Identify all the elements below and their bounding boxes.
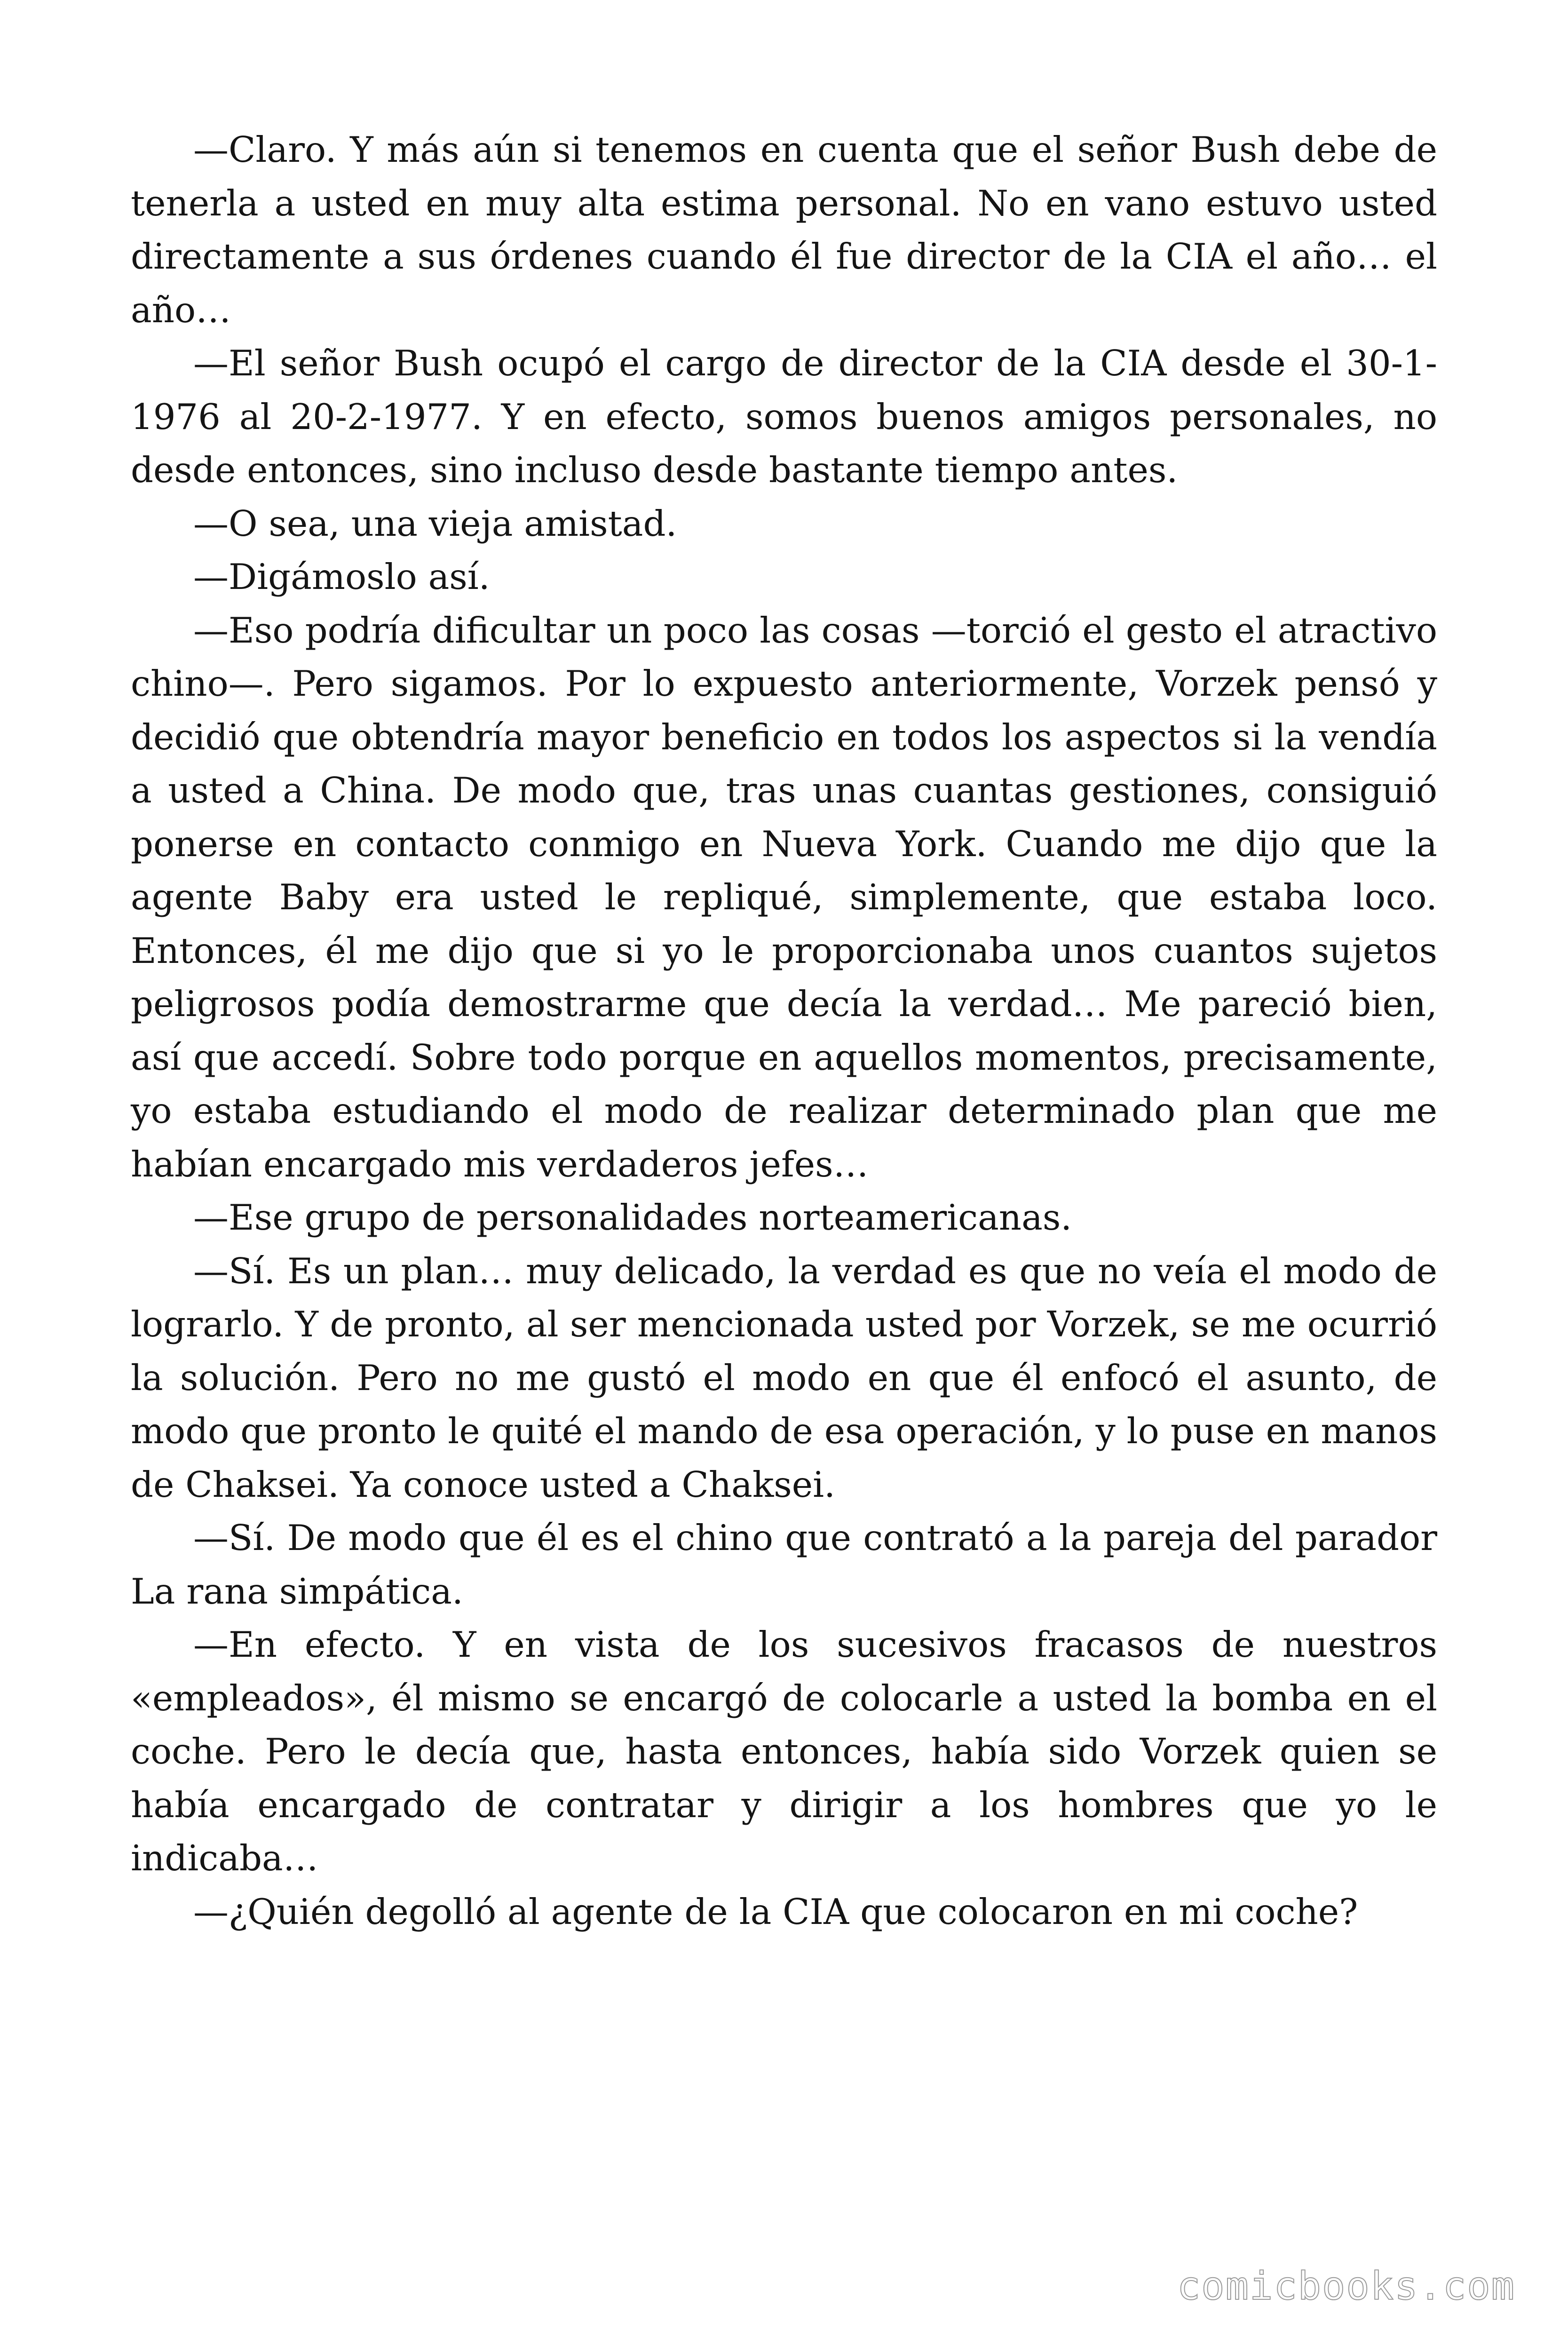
paragraph: —Digámoslo así.: [193, 556, 490, 597]
paragraph: —Claro. Y más aún si tenemos en cuenta que el señor Bush debe de tenerla a usted en muy alta estima personal. No en vano estuvo usted directamente a sus órdenes cuando él fue director de la CIA el año… el año…: [131, 129, 1437, 331]
paragraph: —¿Quién degolló al agente de la CIA que colocaron en mi coche?: [193, 1891, 1358, 1932]
paragraph: —En efecto. Y en vista de los sucesivos fracasos de nuestros «empleados», él mismo se encargó de colocarle a usted la bomba en el coche. Pero le decía que, hasta entonces, había sido Vorzek quien se había encargado de contratar y dirigir a los hombres que yo le indicaba…: [131, 1624, 1437, 1879]
body-text: [131, 123, 1437, 1939]
paragraph: —Sí. Es un plan… muy delicado, la verdad es que no veía el modo de lograrlo. Y de pronto, al ser mencionada usted por Vorzek, se me ocurrió la solución. Pero no me gustó el modo en que él enfocó el asunto, de modo que pronto le quité el mando de esa operación, y lo puse en manos de Chaksei. Ya conoce usted a Chaksei.: [131, 1250, 1437, 1505]
paragraph: —Eso podría dificultar un poco las cosas —torció el gesto el atractivo chino—. Pero sigamos. Por lo expuesto anteriormente, Vorzek pensó y decidió que obtendría mayor beneficio en todos los aspectos si la vendía a usted a China. De modo que, tras unas cuantas gestiones, consiguió ponerse en contacto conmigo en Nueva York. Cuando me dijo que la agente Baby era usted le repliqué, simplemente, que estaba loco. Entonces, él me dijo que si yo le proporcionaba unos cuantos sujetos peligrosos podía demostrarme que decía la verdad… Me pareció bien, así que accedí. Sobre todo porque en aquellos momentos, precisamente, yo estaba estudiando el modo de realizar determinado plan que me habían encargado mis verdaderos jefes…: [131, 609, 1437, 1185]
watermark: comicbooks.com: [1177, 2264, 1515, 2309]
paragraph: —El señor Bush ocupó el cargo de director de la CIA desde el 30-1-1976 al 20-2-1977. Y en efecto, somos buenos amigos personales, no desde entonces, sino incluso desde bastante tiempo antes.: [131, 342, 1437, 491]
paragraph: —O sea, una vieja amistad.: [193, 502, 677, 544]
paragraph: —Sí. De modo que él es el chino que contrató a la pareja del parador La rana simpática.: [131, 1517, 1437, 1612]
paragraph: —Ese grupo de personalidades norteamericanas.: [193, 1197, 1072, 1238]
